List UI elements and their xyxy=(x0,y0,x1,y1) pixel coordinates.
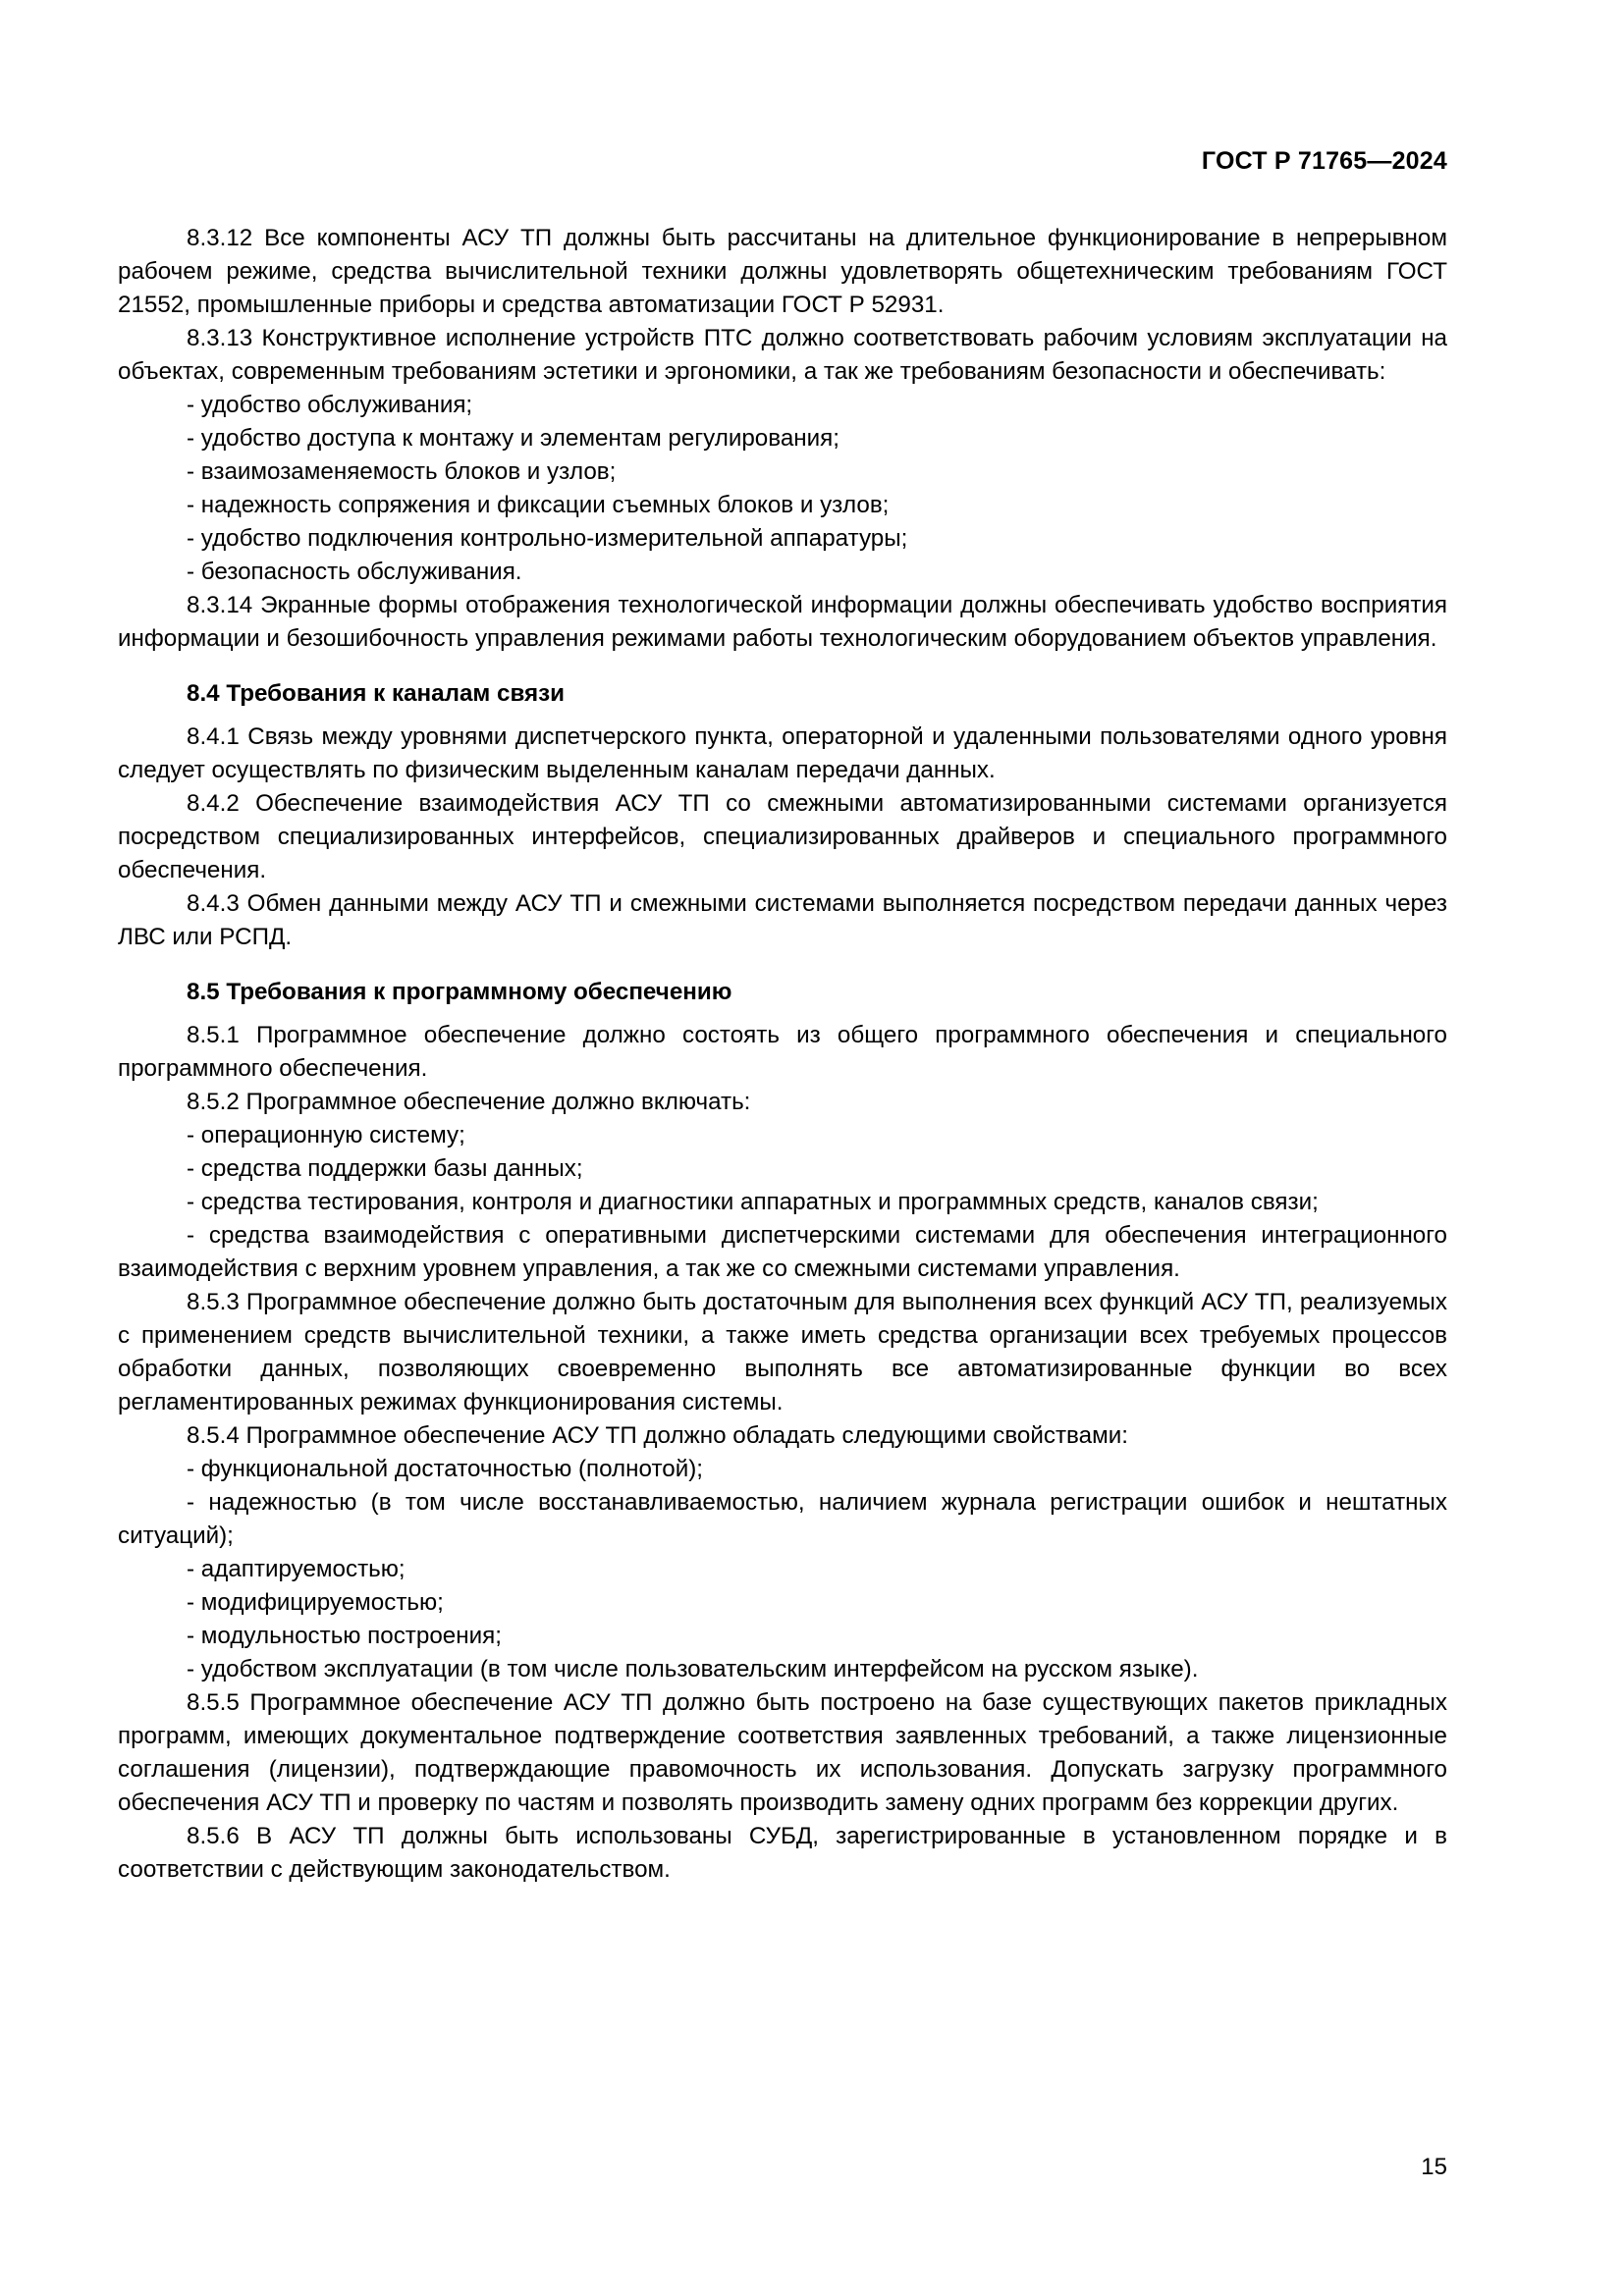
paragraph-8-5-5: 8.5.5 Программное обеспечение АСУ ТП должно быть построено на базе существующих пакетов прикладных программ, имеющих документальное подтверждение соответствия заявленных требований, а также лицензионные соглашения (лицензии), подтверждающие правомочность их использования. Допускать загрузку программного обеспечения АСУ ТП и проверку по частям и позволять производить замену одних программ без коррекции других. xyxy=(118,1689,1447,1816)
list-item: - средства поддержки базы данных; xyxy=(187,1155,583,1182)
document-code: ГОСТ Р 71765—2024 xyxy=(1201,147,1447,175)
paragraph-8-4-1: 8.4.1 Связь между уровнями диспетчерского пункта, операторной и удаленными пользователями одного уровня следует осуществлять по физическим выделенным каналам передачи данных. xyxy=(118,723,1447,783)
page-body xyxy=(118,222,1447,1887)
paragraph-8-5-6: 8.5.6 В АСУ ТП должны быть использованы СУБД, зарегистрированные в установленном порядке и в соответствии с действующим законодательством. xyxy=(118,1823,1447,1883)
list-item: - средства тестирования, контроля и диагностики аппаратных и программных средств, каналов связи; xyxy=(187,1189,1319,1215)
paragraph-8-3-14: 8.3.14 Экранные формы отображения технологической информации должны обеспечивать удобство восприятия информации и безошибочность управления режимами работы технологическим оборудованием объектов управления. xyxy=(118,592,1447,652)
paragraph-8-5-4: 8.5.4 Программное обеспечение АСУ ТП должно обладать следующими свойствами: xyxy=(187,1422,1128,1449)
paragraph-8-4-3: 8.4.3 Обмен данными между АСУ ТП и смежными системами выполняется посредством передачи данных через ЛВС или РСПД. xyxy=(118,890,1447,950)
list-item: - модульностью построения; xyxy=(187,1623,502,1649)
list-item: - надежность сопряжения и фиксации съемных блоков и узлов; xyxy=(187,492,890,518)
list-item: - надежностью (в том числе восстанавливаемостью, наличием журнала регистрации ошибок и нештатных ситуаций); xyxy=(118,1489,1447,1549)
paragraph-8-5-2: 8.5.2 Программное обеспечение должно включать: xyxy=(187,1089,751,1115)
paragraph-8-5-3: 8.5.3 Программное обеспечение должно быть достаточным для выполнения всех функций АСУ ТП, реализуемых с применением средств вычислительной техники, а также иметь средства организации всех требуемых процессов обработки данных, позволяющих своевременно выполнять все автоматизированные функции во всех регламентированных режимах функционирования системы. xyxy=(118,1289,1447,1415)
page-number: 15 xyxy=(1421,2154,1447,2180)
paragraph-8-3-13: 8.3.13 Конструктивное исполнение устройств ПТС должно соответствовать рабочим условиям эксплуатации на объектах, современным требованиям эстетики и эргономики, а так же требованиям безопасности и обеспечивать: xyxy=(118,325,1447,385)
list-item: - средства взаимодействия с оперативными диспетчерскими системами для обеспечения интеграционного взаимодействия с верхним уровнем управления, а так же со смежными системами управления. xyxy=(118,1222,1447,1282)
list-item: - функциональной достаточностью (полнотой); xyxy=(187,1456,703,1482)
paragraph-8-4-2: 8.4.2 Обеспечение взаимодействия АСУ ТП со смежными автоматизированными системами организуется посредством специализированных интерфейсов, специализированных драйверов и специального программного обеспечения. xyxy=(118,790,1447,883)
list-item: - удобство доступа к монтажу и элементам регулирования; xyxy=(187,425,839,452)
paragraph-8-3-12: 8.3.12 Все компоненты АСУ ТП должны быть рассчитаны на длительное функционирование в непрерывном рабочем режиме, средства вычислительной техники должны удовлетворять общетехническим требованиям ГОСТ 21552, промышленные приборы и средства автоматизации ГОСТ Р 52931. xyxy=(118,225,1447,318)
section-heading-8-5: 8.5 Требования к программному обеспечению xyxy=(187,979,732,1005)
list-item: - модифицируемостью; xyxy=(187,1589,444,1616)
section-heading-8-4: 8.4 Требования к каналам связи xyxy=(187,680,566,707)
list-item: - безопасность обслуживания. xyxy=(187,559,522,585)
list-item: - операционную систему; xyxy=(187,1122,465,1148)
list-item: - удобство подключения контрольно-измерительной аппаратуры; xyxy=(187,525,908,552)
paragraph-8-5-1: 8.5.1 Программное обеспечение должно состоять из общего программного обеспечения и специального программного обеспечения. xyxy=(118,1022,1447,1082)
list-item: - удобство обслуживания; xyxy=(187,392,473,418)
list-item: - удобством эксплуатации (в том числе пользовательским интерфейсом на русском языке). xyxy=(187,1656,1199,1682)
list-item: - взаимозаменяемость блоков и узлов; xyxy=(187,458,617,485)
list-item: - адаптируемостью; xyxy=(187,1556,406,1582)
